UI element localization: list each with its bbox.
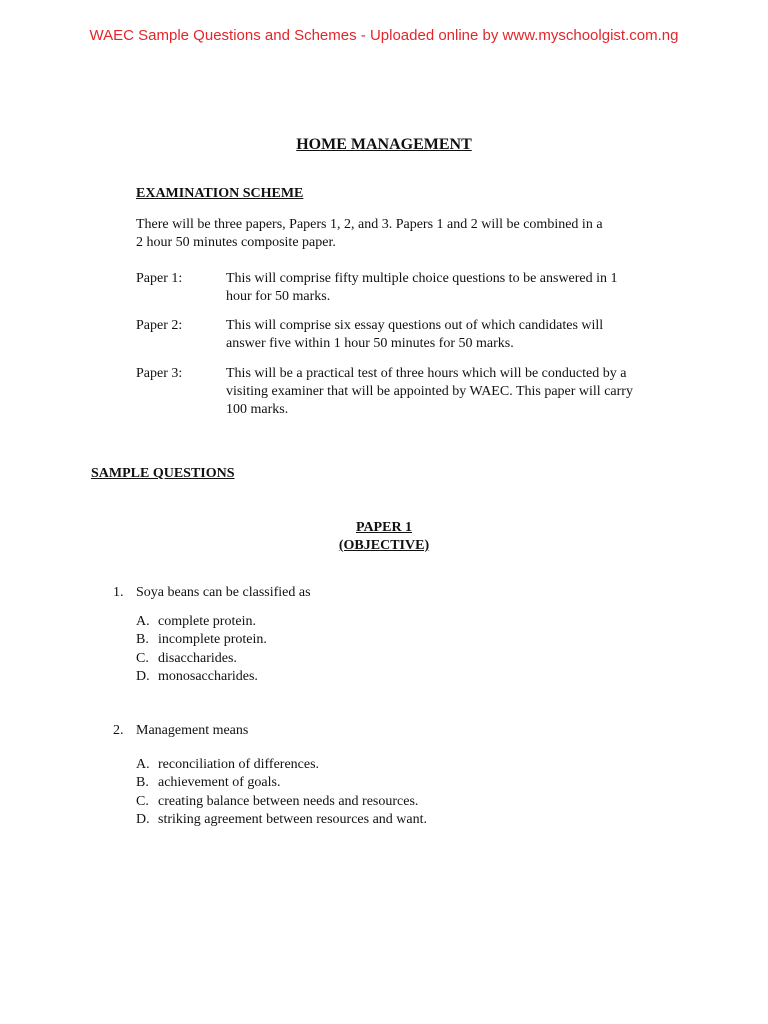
- option-letter: B.: [136, 632, 149, 647]
- paper-text-line: This will comprise fifty multiple choice questions to be answered in 1: [226, 271, 618, 286]
- question-number: 2.: [113, 723, 124, 738]
- option-letter: D.: [136, 812, 150, 827]
- question-2: [0, 722, 768, 740]
- paper-text: [226, 270, 676, 306]
- paper-text-line: visiting examiner that will be appointed by WAEC. This paper will carry: [226, 384, 633, 399]
- question-number: 1.: [113, 585, 124, 600]
- option-row: [0, 793, 768, 811]
- option-letter: A.: [136, 757, 150, 772]
- sample-questions-heading: SAMPLE QUESTIONS: [91, 466, 235, 481]
- option-letter: C.: [136, 794, 149, 809]
- option-text: striking agreement between resources and want.: [158, 812, 428, 827]
- paper-text: [226, 365, 676, 419]
- paper-title: PAPER 1: [355, 520, 413, 535]
- question-text: Soya beans can be classified as: [136, 585, 311, 600]
- option-row: [0, 613, 768, 631]
- paper-text-line: 100 marks.: [226, 402, 289, 417]
- option-text: disaccharides.: [158, 651, 237, 666]
- intro-line-2: 2 hour 50 minutes composite paper.: [136, 235, 336, 250]
- paper-text-line: This will be a practical test of three hours which will be conducted by a: [226, 366, 627, 381]
- header-banner: WAEC Sample Questions and Schemes - Uploaded online by www.myschoolgist.com.ng: [89, 27, 679, 44]
- question-1: [0, 584, 768, 602]
- paper-text: [226, 317, 676, 353]
- option-text: complete protein.: [158, 614, 256, 629]
- paper-text-line: This will comprise six essay questions out of which candidates will: [226, 318, 604, 333]
- option-letter: B.: [136, 775, 149, 790]
- option-row: [0, 811, 768, 829]
- paper-text-line: answer five within 1 hour 50 minutes for 50 marks.: [226, 336, 514, 351]
- intro-line-1: There will be three papers, Papers 1, 2, and 3. Papers 1 and 2 will be combined in a: [136, 217, 603, 232]
- option-text: reconciliation of differences.: [158, 757, 320, 772]
- option-letter: D.: [136, 669, 150, 684]
- paper-label: Paper 3:: [136, 366, 183, 381]
- paper-subtitle: (OBJECTIVE): [338, 538, 430, 553]
- option-row: [0, 668, 768, 686]
- exam-scheme-heading: EXAMINATION SCHEME: [136, 186, 304, 201]
- option-letter: C.: [136, 651, 149, 666]
- option-text: incomplete protein.: [158, 632, 267, 647]
- option-row: [0, 756, 768, 774]
- paper-label: Paper 1:: [136, 271, 183, 286]
- page-title: HOME MANAGEMENT: [296, 136, 472, 153]
- option-row: [0, 774, 768, 792]
- option-letter: A.: [136, 614, 150, 629]
- option-text: monosaccharides.: [158, 669, 258, 684]
- paper-label: Paper 2:: [136, 318, 183, 333]
- exam-scheme-intro: [136, 216, 696, 252]
- option-text: achievement of goals.: [158, 775, 281, 790]
- question-text: Management means: [136, 723, 249, 738]
- option-row: [0, 650, 768, 668]
- option-row: [0, 631, 768, 649]
- paper-text-line: hour for 50 marks.: [226, 289, 331, 304]
- option-text: creating balance between needs and resources.: [158, 794, 419, 809]
